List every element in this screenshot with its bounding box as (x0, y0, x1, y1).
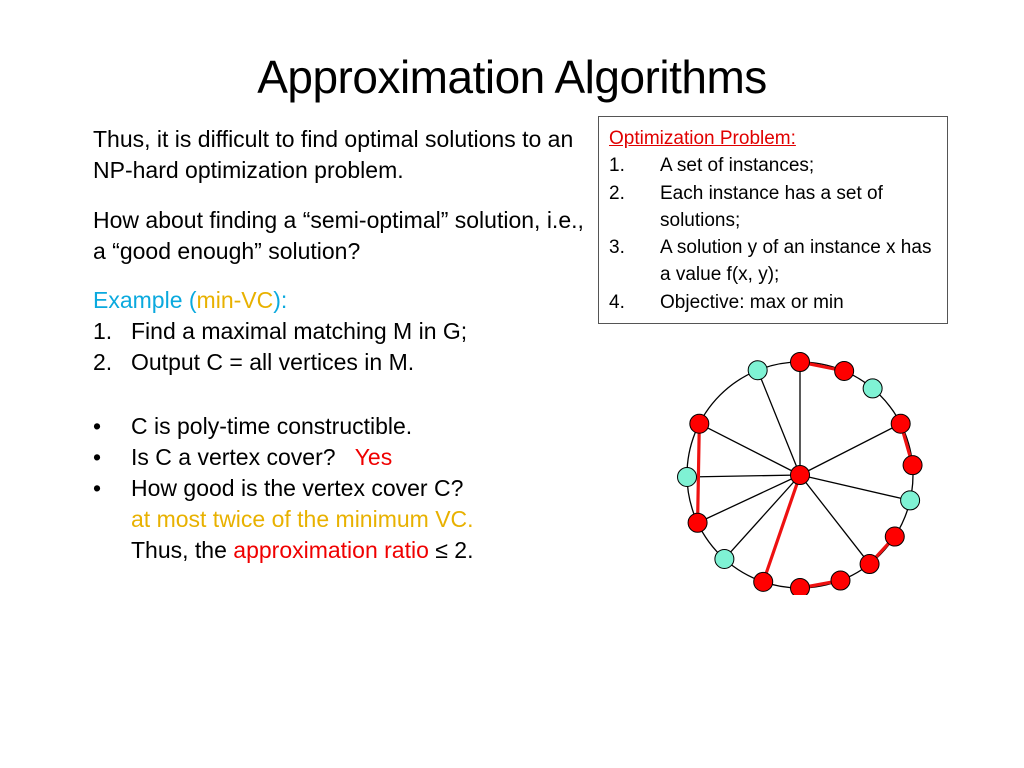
intro-paragraph: Thus, it is difficult to find optimal solutions to an NP-hard optimization problem. (93, 126, 574, 183)
unmatched-vertex (678, 467, 697, 486)
box-item-number: 1. (609, 155, 625, 177)
example-step (93, 347, 593, 378)
ratio-term: approximation ratio (233, 537, 429, 563)
box-item-text: Objective: max or min (660, 291, 844, 313)
unmatched-vertex (715, 549, 734, 568)
unmatched-vertex (901, 491, 920, 510)
matched-vertex (791, 579, 810, 596)
step-text: Find a maximal matching M in G; (131, 318, 468, 344)
matching-edge (698, 424, 700, 523)
left-column (93, 124, 593, 566)
box-item (609, 152, 937, 179)
example-block (93, 285, 593, 378)
matched-vertex (690, 414, 709, 433)
matching-edge (763, 475, 800, 582)
bullet-text: How good is the vertex cover C? (131, 475, 464, 501)
box-item (609, 180, 937, 235)
bullet-icon: • (93, 444, 102, 470)
optimization-problem-box (598, 116, 948, 324)
matching-graph-diagram (650, 345, 950, 595)
spoke-edge (800, 424, 901, 475)
example-close: ): (273, 287, 288, 313)
step-number: 2. (93, 349, 113, 375)
bullet-icon: • (93, 413, 102, 439)
spoke-edge (687, 475, 800, 477)
step-number: 1. (93, 318, 113, 344)
ratio-line (93, 535, 593, 566)
bullet-text: C is poly-time constructible. (131, 413, 413, 439)
matched-vertex (860, 555, 879, 574)
example-heading (93, 285, 593, 316)
bullet-answer: at most twice of the minimum VC. (131, 506, 474, 532)
ratio-value: ≤ 2. (428, 537, 474, 563)
bullet-answer: Yes (354, 444, 393, 470)
matched-vertex (885, 527, 904, 546)
box-item-number: 3. (609, 237, 625, 259)
matched-vertex (754, 572, 773, 591)
spoke-edge (724, 475, 800, 559)
example-step (93, 316, 593, 347)
matched-vertex (831, 571, 850, 590)
ratio-prefix: Thus, the (131, 537, 234, 563)
matched-vertex (688, 513, 707, 532)
spoke-edge (758, 370, 800, 475)
bullet-item (93, 411, 593, 442)
example-label: Example ( (93, 287, 197, 313)
box-item-text: A solution y of an instance x has a value f(x, y); (660, 237, 932, 286)
bullet-text: Is C a vertex cover? (131, 444, 336, 470)
box-item-number: 4. (609, 291, 625, 313)
unmatched-vertex (863, 379, 882, 398)
unmatched-vertex (748, 361, 767, 380)
matched-vertex (791, 353, 810, 372)
example-highlight: min-VC (196, 287, 274, 313)
step-text: Output C = all vertices in M. (131, 349, 415, 375)
bullet-item (93, 473, 593, 504)
box-item (609, 289, 937, 316)
bullet-icon: • (93, 475, 102, 501)
matched-vertex (791, 466, 810, 485)
matched-vertex (903, 456, 922, 475)
box-heading: Optimization Problem: (609, 128, 796, 149)
bullet-list (93, 411, 593, 566)
box-item-text: Each instance has a set of solutions; (660, 182, 883, 231)
bullet-item (93, 442, 593, 473)
box-item-text: A set of instances; (660, 155, 815, 177)
question-paragraph: How about finding a “semi-optimal” solution, i.e., a “good enough” solution? (93, 207, 584, 264)
box-item-number: 2. (609, 182, 625, 204)
slide-title: Approximation Algorithms (257, 51, 767, 103)
matched-vertex (891, 414, 910, 433)
matched-vertex (835, 361, 854, 380)
box-item (609, 234, 937, 289)
spoke-edge (699, 424, 800, 475)
